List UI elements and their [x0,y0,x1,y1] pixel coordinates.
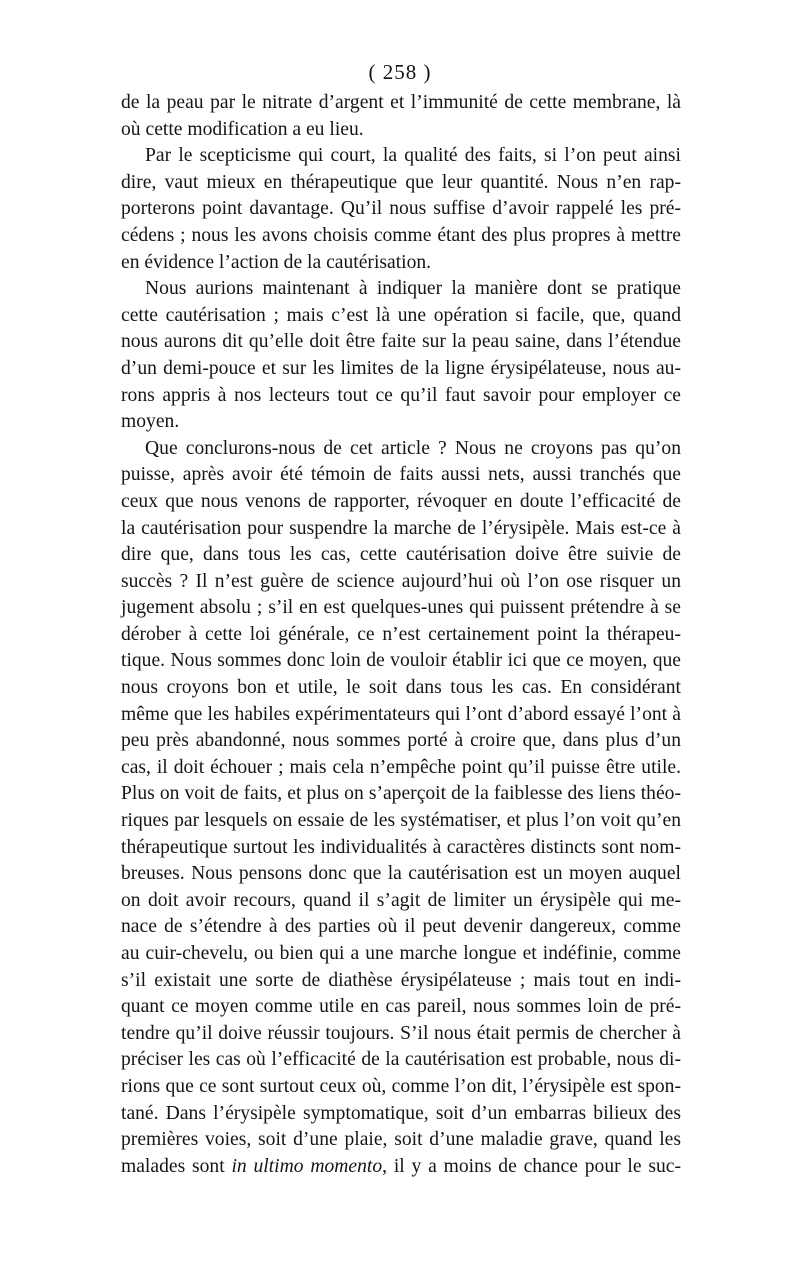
text-segment: malades sont [121,1155,232,1177]
text-line: cédens ; nous les avons choisis comme étant des plus propres à mettre [121,224,681,246]
paragraph [121,436,681,1181]
text-line: tendre qu’il doive réussir toujours. S’il nous était permis de chercher à [121,1022,681,1044]
text-line: premières voies, soit d’une plaie, soit d’une maladie grave, quand les [121,1129,681,1151]
text-line: nous croyons bon et utile, le soit dans tous les cas. En considérant [121,677,681,699]
text-line: quant ce moyen comme utile en cas pareil, nous sommes loin de pré- [121,996,681,1018]
text-line: au cuir-chevelu, ou bien qui a une marche longue et indéfinie, comme [121,943,681,964]
text-line: cas, il doit échouer ; mais cela n’empêche point qu’il puisse être utile. [121,756,681,778]
text-line: Par le scepticisme qui court, la qualité des faits, si l’on peut ainsi [145,145,681,167]
text-line: riques par lesquels on essaie de les systématiser, et plus l’on voit qu’en [121,810,681,832]
text-line: d’un demi-pouce et sur les limites de la ligne érysipélateuse, nous au- [121,357,681,379]
text-line: dire, vaut mieux en thérapeutique que leur quantité. Nous n’en rap- [121,171,681,193]
text-line: dire que, dans tous les cas, cette cautérisation doive être suivie de [121,544,681,566]
text-line: nous aurons dit qu’elle doit être faite sur la peau saine, dans l’étendue [121,331,681,353]
text-line: même que les habiles expérimentateurs qui l’ont d’abord essayé l’ont à [121,703,681,725]
text-line: en évidence l’action de la cautérisation. [121,251,432,273]
text-line: Plus on voit de faits, et plus on s’aperçoit de la faiblesse des liens théo- [121,783,681,805]
text-line: où cette modification a eu lieu. [121,118,364,140]
text-line-last [121,1154,681,1181]
text-line: moyen. [121,411,180,433]
text-line: puisse, après avoir été témoin de faits aussi nets, aussi tranchés que [121,464,681,486]
text-line: de la peau par le nitrate d’argent et l’immunité de cette membrane, là [121,92,681,113]
paragraph [121,143,681,276]
body-text [121,90,681,1180]
text-line: peu près abandonné, nous sommes porté à croire que, dans plus d’un [121,730,681,752]
text-line: breuses. Nous pensons donc que la cautérisation est un moyen auquel [121,863,681,885]
text-line: rons appris à nos lecteurs tout ce qu’il faut savoir pour employer ce [121,384,681,406]
text-line: thérapeutique surtout les individualités à caractères distincts sont nom- [121,836,681,858]
text-line: nace de s’étendre à des parties où il peut devenir dangereux, comme [121,916,681,938]
page-number: ( 258 ) [368,60,432,84]
paragraph [121,276,681,436]
text-line: jugement absolu ; s’il en est quelques-unes qui puissent prétendre à se [121,597,681,619]
paragraph [121,90,681,143]
text-line: tané. Dans l’érysipèle symptomatique, soit d’un embarras bilieux des [121,1102,681,1124]
text-line: on doit avoir recours, quand il s’agit de limiter un érysipèle qui me- [121,889,681,911]
text-line: cette cautérisation ; mais c’est là une opération si facile, que, quand [121,304,681,326]
text-line: tique. Nous sommes donc loin de vouloir établir ici que ce moyen, que [121,650,681,672]
text-segment: , il y a moins de chance pour le suc- [382,1155,682,1177]
text-line: ceux que nous venons de rapporter, révoquer en doute l’efficacité de [121,490,681,512]
text-line: dérober à cette loi générale, ce n’est certainement point la thérapeu- [121,623,681,645]
text-line: porterons point davantage. Qu’il nous suffise d’avoir rappelé les pré- [121,198,681,220]
italic-phrase: in ultimo momento [231,1155,383,1177]
text-line: succès ? Il n’est guère de science aujourd’hui où l’on ose risquer un [121,570,681,592]
text-line: s’il existait une sorte de diathèse érysipélateuse ; mais tout en indi- [121,969,681,991]
text-line: préciser les cas où l’efficacité de la cautérisation est probable, nous di- [121,1049,681,1071]
text-line: la cautérisation pour suspendre la marche de l’érysipèle. Mais est-ce à [121,517,681,539]
text-line: Nous aurions maintenant à indiquer la manière dont se pratique [145,278,681,300]
text-line: rions que ce sont surtout ceux où, comme l’on dit, l’érysipèle est spon- [121,1075,681,1097]
text-line: Que conclurons-nous de cet article ? Nous ne croyons pas qu’on [145,437,681,459]
